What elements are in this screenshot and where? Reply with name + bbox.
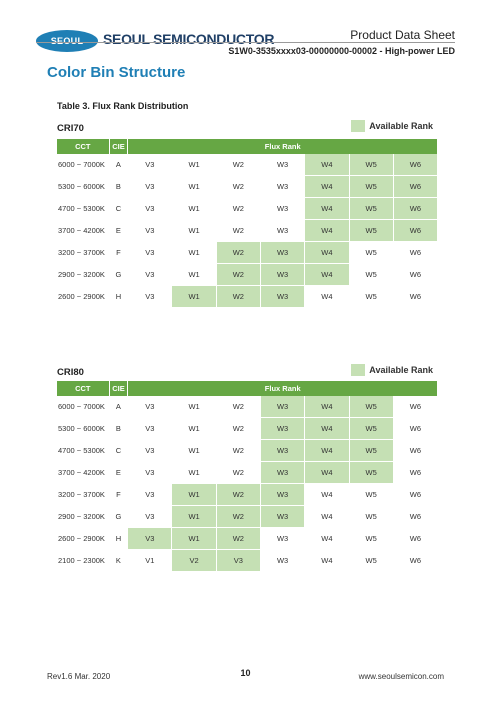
flux-rank-cell: W6 — [394, 528, 438, 550]
cie-cell: A — [110, 154, 129, 176]
flux-rank-cell: W1 — [172, 440, 216, 462]
flux-rank-cell-available: W3 — [261, 242, 305, 264]
flux-rank-cell-available: W1 — [172, 528, 216, 550]
table-header-row — [57, 381, 438, 396]
flux-rank-cell: V3 — [128, 264, 172, 286]
header-flux-rank: Flux Rank — [128, 139, 438, 154]
header-cie: CIE — [110, 381, 129, 396]
cct-cell: 2600 ~ 2900K — [57, 528, 110, 550]
flux-rank-cell: W1 — [172, 176, 216, 198]
sheet-title: Product Data Sheet — [350, 28, 455, 42]
flux-rank-cell: W6 — [394, 264, 438, 286]
part-number: S1W0-3535xxxx03-00000000-00002 - High-power LED — [228, 46, 455, 56]
flux-rank-cell: W4 — [305, 484, 349, 506]
flux-rank-cell: V3 — [128, 198, 172, 220]
flux-rank-cell-available: W6 — [394, 176, 438, 198]
flux-rank-cell-available: W2 — [217, 264, 261, 286]
flux-rank-cell: W2 — [217, 198, 261, 220]
header-cct: CCT — [57, 139, 110, 154]
table-row — [57, 286, 438, 308]
flux-rank-cell-available: V3 — [217, 550, 261, 572]
flux-rank-cell-available: W4 — [305, 176, 349, 198]
flux-rank-cell-available: W2 — [217, 484, 261, 506]
flux-rank-cell: V3 — [128, 176, 172, 198]
flux-rank-cell-available: W4 — [305, 396, 349, 418]
cri70-legend — [351, 120, 433, 132]
flux-rank-cell-available: W5 — [350, 396, 394, 418]
flux-rank-cell: W2 — [217, 462, 261, 484]
table-row — [57, 550, 438, 572]
table-row — [57, 198, 438, 220]
cct-cell: 4700 ~ 5300K — [57, 440, 110, 462]
flux-rank-cell: V3 — [128, 286, 172, 308]
cie-cell: A — [110, 396, 129, 418]
flux-rank-cell-available: W4 — [305, 242, 349, 264]
flux-rank-cell: V3 — [128, 462, 172, 484]
cie-cell: H — [110, 286, 129, 308]
flux-rank-cell: V3 — [128, 396, 172, 418]
cie-cell: K — [110, 550, 129, 572]
flux-rank-cell-available: W3 — [261, 484, 305, 506]
footer-website: www.seoulsemicon.com — [358, 672, 444, 681]
table-row — [57, 242, 438, 264]
flux-rank-cell: W5 — [350, 286, 394, 308]
cct-cell: 2900 ~ 3200K — [57, 264, 110, 286]
flux-rank-cell: W2 — [217, 176, 261, 198]
available-swatch — [351, 364, 365, 376]
flux-rank-cell-available: W3 — [261, 396, 305, 418]
flux-rank-cell: W4 — [305, 528, 349, 550]
logo-text: SEOUL — [50, 36, 84, 46]
flux-rank-cell-available: W5 — [350, 154, 394, 176]
flux-rank-cell-available: W3 — [261, 418, 305, 440]
cie-cell: C — [110, 440, 129, 462]
table-row — [57, 528, 438, 550]
flux-rank-cell: W1 — [172, 242, 216, 264]
flux-rank-cell: V3 — [128, 220, 172, 242]
cct-cell: 2100 ~ 2300K — [57, 550, 110, 572]
flux-rank-cell: W4 — [305, 550, 349, 572]
cie-cell: F — [110, 242, 129, 264]
flux-rank-cell: V3 — [128, 154, 172, 176]
page-number: 10 — [240, 668, 251, 678]
cct-cell: 6000 ~ 7000K — [57, 154, 110, 176]
flux-rank-cell-available: W3 — [261, 506, 305, 528]
flux-rank-cell: W3 — [261, 528, 305, 550]
header-cie: CIE — [110, 139, 129, 154]
flux-rank-cell: W1 — [172, 264, 216, 286]
flux-rank-cell-available: W3 — [261, 462, 305, 484]
cie-cell: F — [110, 484, 129, 506]
flux-rank-cell: V3 — [128, 506, 172, 528]
flux-rank-cell-available: W4 — [305, 154, 349, 176]
cri70-table — [57, 139, 438, 308]
cie-cell: E — [110, 220, 129, 242]
cct-cell: 5300 ~ 6000K — [57, 418, 110, 440]
flux-rank-cell: W1 — [172, 396, 216, 418]
flux-rank-cell: W6 — [394, 242, 438, 264]
table-row — [57, 418, 438, 440]
flux-rank-cell: W3 — [261, 198, 305, 220]
flux-rank-cell: W6 — [394, 286, 438, 308]
cct-cell: 4700 ~ 5300K — [57, 198, 110, 220]
cct-cell: 3200 ~ 3700K — [57, 242, 110, 264]
cri80-title: CRI80 — [57, 367, 84, 378]
flux-rank-cell-available: W4 — [305, 462, 349, 484]
flux-rank-cell-available: W4 — [305, 440, 349, 462]
flux-rank-cell-available: W5 — [350, 462, 394, 484]
flux-rank-cell: W6 — [394, 462, 438, 484]
flux-rank-cell-available: W2 — [217, 506, 261, 528]
flux-rank-cell: W5 — [350, 484, 394, 506]
flux-rank-cell: W5 — [350, 528, 394, 550]
cie-cell: C — [110, 198, 129, 220]
available-label: Available Rank — [369, 365, 433, 375]
flux-rank-cell: W5 — [350, 242, 394, 264]
flux-rank-cell-available: W6 — [394, 154, 438, 176]
flux-rank-cell: W4 — [305, 286, 349, 308]
table-row — [57, 264, 438, 286]
table-row — [57, 176, 438, 198]
flux-rank-cell: W4 — [305, 506, 349, 528]
table-row — [57, 396, 438, 418]
cie-cell: B — [110, 176, 129, 198]
flux-rank-cell-available: W2 — [217, 286, 261, 308]
flux-rank-cell-available: W4 — [305, 198, 349, 220]
cct-cell: 3200 ~ 3700K — [57, 484, 110, 506]
flux-rank-cell-available: W2 — [217, 528, 261, 550]
flux-rank-cell-available: W3 — [261, 286, 305, 308]
flux-rank-cell: V3 — [128, 484, 172, 506]
available-label: Available Rank — [369, 121, 433, 131]
cct-cell: 2600 ~ 2900K — [57, 286, 110, 308]
flux-rank-cell-available: W1 — [172, 506, 216, 528]
footer-revision: Rev1.6 Mar. 2020 — [47, 672, 111, 681]
table-row — [57, 440, 438, 462]
flux-rank-cell: W3 — [261, 176, 305, 198]
flux-rank-cell: W6 — [394, 440, 438, 462]
flux-rank-cell-available: W4 — [305, 264, 349, 286]
table-caption: Table 3. Flux Rank Distribution — [57, 101, 189, 111]
cct-cell: 2900 ~ 3200K — [57, 506, 110, 528]
flux-rank-cell-available: V2 — [172, 550, 216, 572]
table-header-row — [57, 139, 438, 154]
flux-rank-cell: V3 — [128, 242, 172, 264]
flux-rank-cell-available: W5 — [350, 440, 394, 462]
flux-rank-cell: W6 — [394, 396, 438, 418]
flux-rank-cell-available: W6 — [394, 198, 438, 220]
flux-rank-cell: W3 — [261, 220, 305, 242]
flux-rank-cell: W1 — [172, 418, 216, 440]
flux-rank-cell: W3 — [261, 550, 305, 572]
flux-rank-cell-available: W1 — [172, 286, 216, 308]
flux-rank-cell: V3 — [128, 440, 172, 462]
flux-rank-cell-available: W4 — [305, 220, 349, 242]
table-row — [57, 484, 438, 506]
flux-rank-cell-available: W1 — [172, 484, 216, 506]
flux-rank-cell-available: W6 — [394, 220, 438, 242]
company-logo — [36, 30, 98, 52]
cri80-table — [57, 381, 438, 572]
flux-rank-cell: W5 — [350, 550, 394, 572]
flux-rank-cell: W6 — [394, 550, 438, 572]
header-flux-rank: Flux Rank — [128, 381, 438, 396]
header-divider — [36, 42, 455, 43]
flux-rank-cell-available: W5 — [350, 418, 394, 440]
header-cct: CCT — [57, 381, 110, 396]
flux-rank-cell: W2 — [217, 440, 261, 462]
flux-rank-cell-available: W5 — [350, 176, 394, 198]
cie-cell: G — [110, 264, 129, 286]
table-row — [57, 506, 438, 528]
cie-cell: B — [110, 418, 129, 440]
cri80-legend — [351, 364, 433, 376]
flux-rank-cell: W5 — [350, 264, 394, 286]
flux-rank-cell: W2 — [217, 154, 261, 176]
flux-rank-cell: W2 — [217, 418, 261, 440]
table-row — [57, 462, 438, 484]
flux-rank-cell: V1 — [128, 550, 172, 572]
flux-rank-cell-available: W5 — [350, 220, 394, 242]
flux-rank-cell: W6 — [394, 506, 438, 528]
flux-rank-cell-available: W5 — [350, 198, 394, 220]
flux-rank-cell: W2 — [217, 396, 261, 418]
flux-rank-cell: W1 — [172, 154, 216, 176]
flux-rank-cell-available: W2 — [217, 242, 261, 264]
cie-cell: G — [110, 506, 129, 528]
table-row — [57, 154, 438, 176]
cct-cell: 6000 ~ 7000K — [57, 396, 110, 418]
flux-rank-cell: W1 — [172, 462, 216, 484]
flux-rank-cell-available: W4 — [305, 418, 349, 440]
flux-rank-cell: W6 — [394, 484, 438, 506]
flux-rank-cell: W2 — [217, 220, 261, 242]
flux-rank-cell-available: V3 — [128, 528, 172, 550]
flux-rank-cell-available: W3 — [261, 264, 305, 286]
cri70-title: CRI70 — [57, 123, 84, 134]
flux-rank-cell: W1 — [172, 198, 216, 220]
table-row — [57, 220, 438, 242]
flux-rank-cell: W3 — [261, 154, 305, 176]
flux-rank-cell: W5 — [350, 506, 394, 528]
brand-name: SEOUL SEMICONDUCTOR — [103, 31, 275, 47]
flux-rank-cell-available: W3 — [261, 440, 305, 462]
flux-rank-cell: W1 — [172, 220, 216, 242]
section-title: Color Bin Structure — [47, 64, 186, 81]
available-swatch — [351, 120, 365, 132]
flux-rank-cell: W6 — [394, 418, 438, 440]
cct-cell: 5300 ~ 6000K — [57, 176, 110, 198]
cie-cell: E — [110, 462, 129, 484]
cct-cell: 3700 ~ 4200K — [57, 220, 110, 242]
flux-rank-cell: V3 — [128, 418, 172, 440]
cct-cell: 3700 ~ 4200K — [57, 462, 110, 484]
cie-cell: H — [110, 528, 129, 550]
